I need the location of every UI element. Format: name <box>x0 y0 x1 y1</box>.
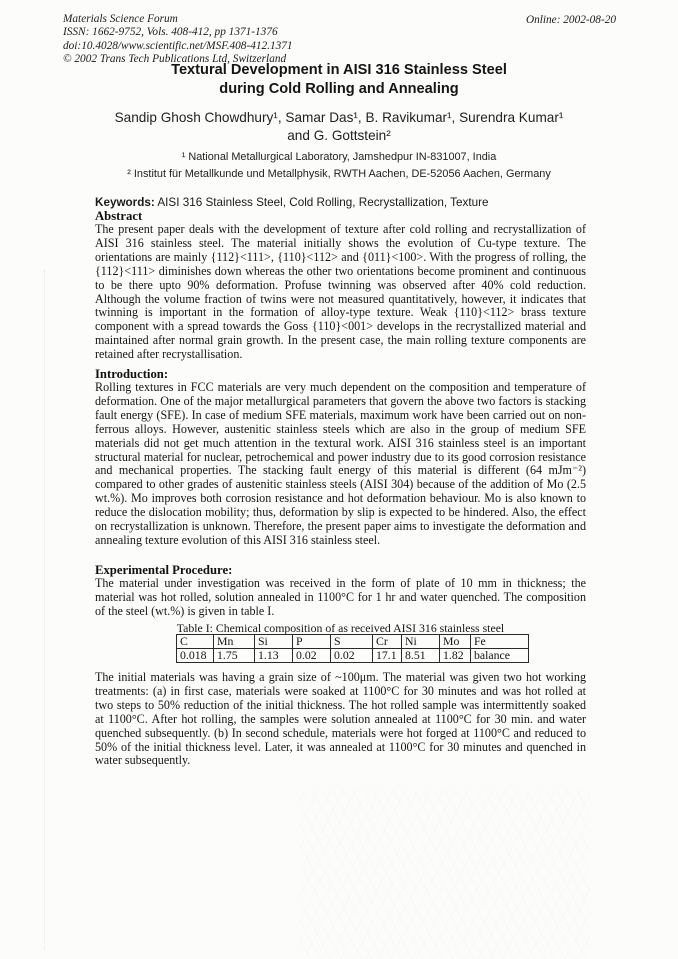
table-value-cell: balance <box>471 649 529 663</box>
table-header-cell: Ni <box>402 635 440 649</box>
table-header-cell: Fe <box>471 635 529 649</box>
table-value-cell: 8.51 <box>402 649 440 663</box>
table-value-cell: 17.1 <box>373 649 402 663</box>
affiliation-2: ² Institut für Metallkunde und Metallphysik, RWTH Aachen, DE-52056 Aachen, Germany <box>127 167 551 180</box>
journal-name: Materials Science Forum <box>63 13 178 25</box>
introduction-heading: Introduction: <box>95 367 169 381</box>
abstract-heading: Abstract <box>95 209 143 223</box>
authors-line-1: Sandip Ghosh Chowdhury¹, Samar Das¹, B. Ravikumar¹, Surendra Kumar¹ <box>114 110 564 125</box>
table-value-cell: 1.13 <box>255 649 293 663</box>
abstract-text: The present paper deals with the development of texture after cold rolling and recrystallization of AISI 316 stainless steel. The material initially shows the evolution of Cu-type texture. The orientations are mainly {112}<111>, {110}<112> and {011}<100>. With the progress of rolling, the {112}<111> diminishes down whereas the other two orientations become prominent and continuous to be there upto 90% deformation. Profuse twinning was observed after 40% cold reduction. Although the volume fraction of twins were not measured quantitatively, however, it indicates that twinning is important in the formation of alloy-type texture. Weak {110}<112> brass texture component with a spread towards the Goss {110}<001> develops in the recrystallized material and maintained after normal grain growth. In the present case, the main rolling texture components are retained after recrystallisation. <box>95 222 586 362</box>
composition-table <box>176 634 529 663</box>
table-header-cell: Mo <box>440 635 471 649</box>
online-date: Online: 2002-08-20 <box>525 14 616 26</box>
table-value-cell: 0.02 <box>331 649 373 663</box>
table-header-cell: S <box>331 635 373 649</box>
experimental-heading: Experimental Procedure: <box>95 563 233 577</box>
title-line-2: during Cold Rolling and Annealing <box>219 80 459 97</box>
authors-line-2: and G. Gottstein² <box>287 128 391 143</box>
copyright-line: © 2002 Trans Tech Publications Ltd, Switzerland <box>63 52 287 65</box>
table-header-cell: C <box>177 635 214 649</box>
table-value-row <box>177 649 529 663</box>
paper-title <box>94 61 584 98</box>
affiliations <box>64 149 614 182</box>
experimental-para-1: The material under investigation was received in the form of plate of 10 mm in thickness; the material was hot rolled, solution annealed in 1100°C for 1 hr and water quenched. The composition of the steel (wt.%) is given in table I. <box>95 576 586 618</box>
doi-line: doi:10.4028/www.scientific.net/MSF.408-412.1371 <box>63 39 293 52</box>
authors <box>64 109 614 145</box>
scan-watermark-artifact <box>300 790 590 959</box>
issn-line: ISSN: 1662-9752, Vols. 408-412, pp 1371-1376 <box>63 26 278 39</box>
table-header-cell: Mn <box>214 635 255 649</box>
keywords-row <box>95 196 585 209</box>
experimental-para-2: The initial materials was having a grain size of ~100μm. The material was given two hot working treatments: (a) in first case, materials were soaked at 1100°C for 30 minutes and was hot rolled at two steps to 50% reduction of the initial thickness. The hot rolled sample was intermittently soaked at 1100°C. After hot rolling, the samples were solution annealed at 1100°C for 30 min. and water quenched subsequently. (b) In second schedule, materials were hot forged at 1100°C and reduced to 50% of the initial thickness level. Later, it was annealed at 1100°C for 30 minutes and quenched in water subsequently. <box>95 670 586 768</box>
table-value-cell: 1.75 <box>214 649 255 663</box>
table-caption: Table I: Chemical composition of as received AISI 316 stainless steel <box>176 621 505 635</box>
table-value-cell: 1.82 <box>440 649 471 663</box>
table-header-cell: Si <box>255 635 293 649</box>
title-line-1: Textural Development in AISI 316 Stainless Steel <box>171 62 507 78</box>
introduction-text: Rolling textures in FCC materials are very much dependent on the composition and temperature of deformation. One of the major metallurgical parameters that govern the above two factors is stacking fault energy (SFE). In case of medium SFE materials, maximum work have been carried out on non-ferrous alloys. However, austenitic stainless steels which are also in the group of medium SFE materials did not get much attention in the textural work. AISI 316 stainless steel is an important structural material for nuclear, petrochemical and power industry due to its good corrosion resistance and mechanical properties. The stacking fault energy of this material is different (64 mJm⁻²) compared to other grades of austenitic stainless steels (AISI 304) because of the addition of Mo (2.5 wt.%). Mo improves both corrosion resistance and hot deformation behaviour. Mo is also known to reduce the dislocation mobility; thus, deformation by slip is expected to be hindered. Also, the effect on recrystallization is unknown. Therefore, the present paper aims to investigate the deformation and annealing texture evolution of this AISI 316 stainless steel. <box>95 380 586 547</box>
page-header <box>63 13 293 66</box>
keywords-text: AISI 316 Stainless Steel, Cold Rolling, Recrystallization, Texture <box>157 196 489 209</box>
table-value-cell: 0.02 <box>293 649 331 663</box>
scan-edge-artifact <box>44 270 45 950</box>
table-header-row <box>177 635 529 649</box>
table-value-cell: 0.018 <box>177 649 214 663</box>
table-header-cell: Cr <box>373 635 402 649</box>
keywords-label: Keywords: <box>95 196 155 209</box>
affiliation-1: ¹ National Metallurgical Laboratory, Jamshedpur IN-831007, India <box>181 151 497 163</box>
table-header-cell: P <box>293 635 331 649</box>
